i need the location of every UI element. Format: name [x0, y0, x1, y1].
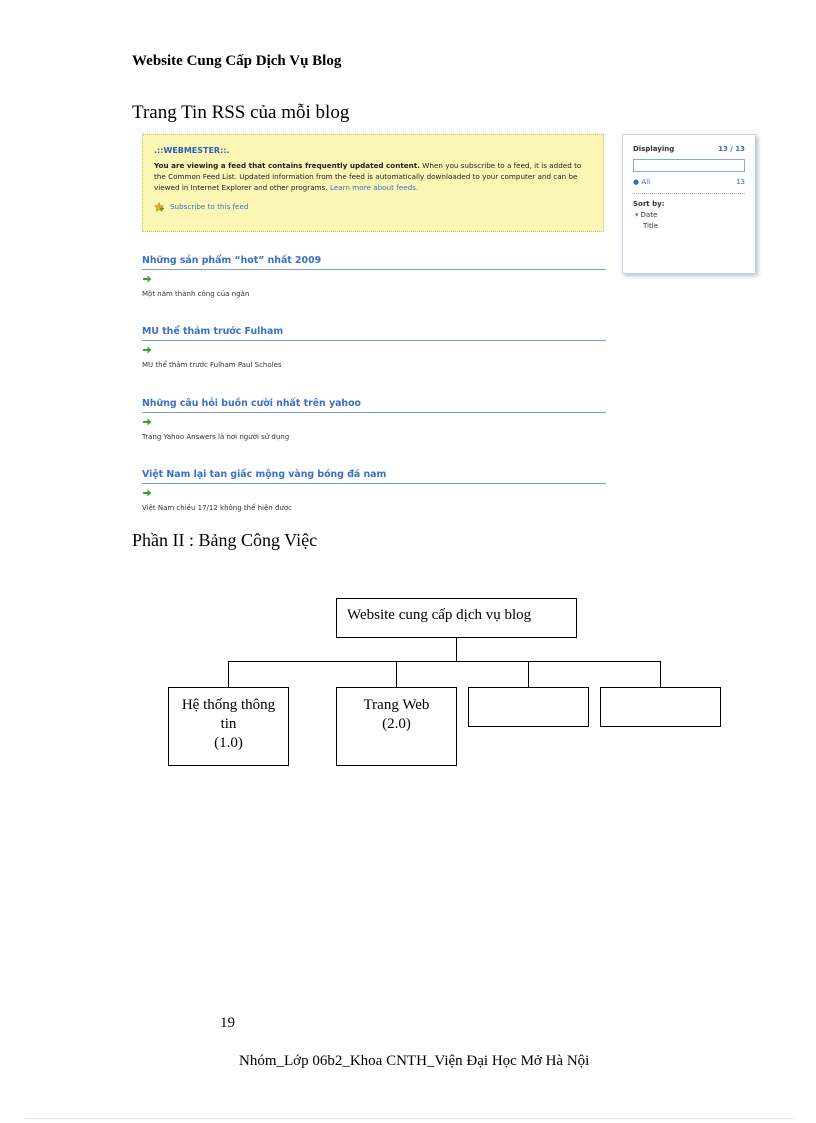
- part2-title: Phần II : Bảng Công Việc: [132, 530, 318, 550]
- connector-line: [396, 661, 397, 688]
- document-header: Website Cung Cấp Dịch Vụ Blog: [132, 53, 342, 69]
- filter-all-label: ● All: [633, 178, 651, 186]
- feed-item-title[interactable]: MU thể thảm trước Fulham: [142, 326, 606, 341]
- connector-line: [660, 661, 661, 688]
- sort-option-title[interactable]: Title: [643, 222, 659, 230]
- wbs-child-box: [336, 687, 457, 766]
- wbs-root-box: Website cung cấp dịch vụ blog: [336, 598, 577, 638]
- rss-feed-screenshot: [132, 128, 762, 520]
- filter-all-count: 13: [736, 178, 745, 186]
- sort-option-date[interactable]: ▾ Date: [643, 211, 745, 219]
- feed-search-input[interactable]: [633, 159, 745, 172]
- filter-all-text: All: [641, 178, 651, 186]
- arrow-right-icon[interactable]: [142, 417, 152, 427]
- displaying-label: Displaying: [633, 145, 675, 153]
- feed-side-panel: [622, 134, 756, 274]
- arrow-right-icon[interactable]: [142, 488, 152, 498]
- subscribe-label: Subscribe to this feed: [170, 202, 249, 211]
- connector-line: [456, 637, 457, 661]
- page-footer: Nhóm_Lớp 06b2_Khoa CNTH_Viện Đại Học Mở Hà Nội: [239, 1053, 590, 1069]
- feed-item-title[interactable]: Việt Nam lại tan giấc mộng vàng bóng đá nam: [142, 469, 606, 484]
- sort-by-label: Sort by:: [633, 200, 665, 208]
- wbs-child-box-empty: [600, 687, 721, 727]
- arrow-right-icon[interactable]: [142, 274, 152, 284]
- feed-name: .::WEBMESTER::.: [154, 146, 230, 155]
- feed-info-banner: [142, 134, 604, 232]
- feed-item-title[interactable]: Những câu hỏi buồn cười nhất trên yahoo: [142, 398, 606, 413]
- feed-description-body: When you subscribe to a feed, it is added to the Common Feed List. Updated information from the feed is automatically downloaded to your computer and can be viewed in Internet Explorer and other programs.: [154, 161, 582, 192]
- side-divider: [633, 193, 745, 194]
- page-number: 19: [220, 1015, 235, 1031]
- wbs-child-line: (1.0): [214, 735, 243, 751]
- arrow-right-icon[interactable]: [142, 345, 152, 355]
- rss-section-title: Trang Tin RSS của mỗi blog: [132, 102, 350, 123]
- feed-item: [142, 255, 606, 298]
- wbs-child-box: [168, 687, 289, 766]
- subscribe-link[interactable]: [154, 201, 592, 212]
- learn-more-link[interactable]: Learn more about feeds.: [329, 183, 419, 192]
- wbs-child-line: Trang Web: [363, 697, 430, 713]
- feed-item-description: Việt Nam chiều 17/12 không thể hiện được: [142, 504, 292, 512]
- wbs-child-line: (2.0): [382, 716, 411, 732]
- page-divider: [24, 1118, 794, 1119]
- feed-description: [154, 160, 592, 193]
- feed-description-lead: You are viewing a feed that contains frequently updated content.: [154, 161, 420, 170]
- wbs-child-line: Hệ thống thông: [181, 697, 276, 713]
- feed-item-description: Một năm thành công của ngàn: [142, 290, 250, 298]
- feed-item-description: Trang Yahoo Answers là nơi người sử dụng: [142, 433, 290, 441]
- feed-item: [142, 469, 606, 512]
- wbs-child-box-empty: [468, 687, 589, 727]
- displaying-count: 13 / 13: [718, 145, 745, 153]
- feed-item-description: MU thể thảm trước Fulham Paul Scholes: [142, 361, 282, 369]
- feed-item-title[interactable]: Những sản phẩm “hot” nhất 2009: [142, 255, 606, 270]
- star-plus-icon: [154, 202, 164, 212]
- connector-line: [228, 661, 229, 688]
- filter-all[interactable]: [633, 178, 745, 186]
- connector-line: [228, 661, 661, 662]
- displaying-row: [633, 145, 745, 153]
- wbs-child-line: tin: [220, 716, 237, 732]
- feed-item: [142, 398, 606, 441]
- feed-item: [142, 326, 606, 369]
- connector-line: [528, 661, 529, 688]
